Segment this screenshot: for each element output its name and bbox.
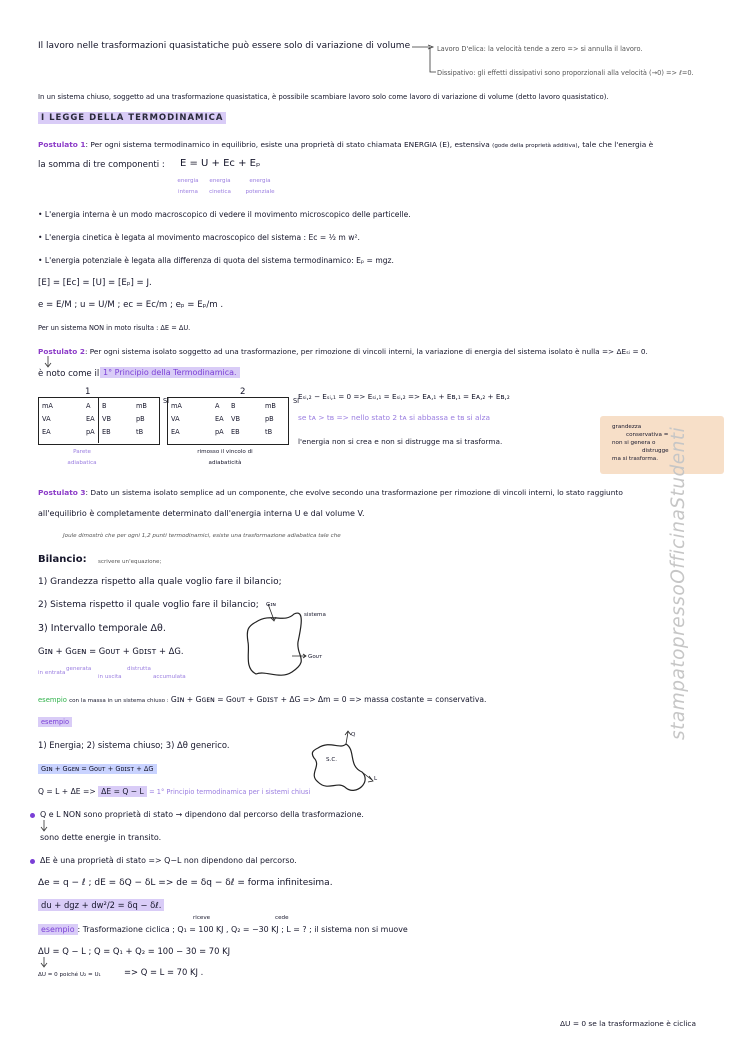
state-cell: B — [231, 402, 236, 410]
state-cell: pB — [265, 415, 274, 423]
cede-note: cede — [275, 915, 289, 921]
esempio-2-principle: = 1° Principio termodinamica per i sistemi chiusi — [149, 788, 311, 796]
state-cell: mB — [136, 402, 147, 410]
ann-accumulata: accumulata — [153, 674, 186, 680]
ql-line-3: ΔE è una proprietà di stato => Q−L non dipendono dal percorso. — [40, 856, 297, 865]
diagram-gout: Gᴏᴜᴛ — [308, 654, 323, 660]
postulato-1-line — [38, 139, 653, 152]
state-cell: tB — [265, 428, 273, 436]
ann-distrutta: distrutta — [127, 666, 151, 672]
esempio-3-result: => Q = L = 70 KJ . — [124, 967, 204, 977]
state-cell: VA — [171, 415, 180, 423]
temperature-note: se tᴀ > tʙ => nello stato 2 tᴀ si abbassa e tʙ si alza — [298, 413, 491, 422]
state-cell: VB — [231, 415, 241, 423]
bullet-text: L'energia interna è un modo macroscopico di vedere il movimento microscopico delle particelle. — [44, 210, 411, 219]
postulato-2-line — [38, 346, 648, 357]
postulato-1-label: Postulato 1 — [38, 140, 86, 149]
postulato-1-note: (gode della proprietà additiva) — [492, 143, 578, 149]
diagram-l: L — [374, 776, 378, 782]
state-cell: VB — [102, 415, 112, 423]
state-2-stub — [227, 397, 228, 398]
postulato-3-line-2: all'equilibrio è completamente determinato dall'energia interna U e dal volume V. — [38, 509, 365, 518]
scroll-line: conservativa = — [626, 432, 669, 438]
state-cell: EA — [42, 428, 51, 436]
postulato-1-line-2: la somma di tre componenti : — [38, 160, 165, 170]
state-cell: B — [102, 402, 107, 410]
state-cell: pB — [136, 415, 145, 423]
footer-note: ΔU = 0 se la trasformazione è ciclica — [560, 1019, 696, 1028]
system-diagram — [236, 598, 346, 688]
esempio-1-text: con la massa in un sistema chiuso : — [69, 698, 169, 704]
watermark: stampatopressoOfficinaStudenti — [668, 426, 689, 740]
state-cell: A — [215, 402, 220, 410]
ann-in-entrata: in entrata — [38, 670, 66, 676]
esempio-2-line-2 — [38, 764, 157, 775]
ann-energia-cinetica: energia cinetica — [209, 178, 231, 195]
state-2-label: 2 — [240, 387, 246, 397]
bullet-energia-interna: • L'energia interna è un modo macroscopico di vedere il movimento microscopico delle particelle. — [38, 210, 411, 219]
esempio-1-label: esempio — [38, 696, 67, 704]
ql-line-2: sono dette energie in transito. — [40, 833, 162, 842]
esempio-2-label-wrap — [38, 717, 72, 728]
diagram-sc: S.C. — [326, 757, 338, 763]
scroll-line: distrugge — [642, 448, 669, 454]
ann-in-uscita: in uscita — [98, 674, 122, 680]
esempio-2-line-1: 1) Energia; 2) sistema chiuso; 3) Δθ generico. — [38, 740, 230, 750]
state-cell: EA — [86, 415, 95, 423]
energy-balance-eq: Eₛᵢ,₂ − Eₛᵢ,₁ = 0 => Eₛᵢ,₁ = Eₛᵢ,₂ => Eᴀ,₁ + Eʙ,₁ = Eᴀ,₂ + Eʙ,₂ — [298, 392, 510, 401]
units-line: [E] = [Eᴄ] = [U] = [Eₚ] = J. — [38, 278, 152, 288]
intro-line-2: In un sistema chiuso, soggetto ad una trasformazione quasistatica, è possibile scambiare lavoro solo come lavoro di variazione di volume (detto lavoro quasistatico). — [38, 93, 609, 101]
rimosso-vincolo: rimosso il vincolo di adiabaticità — [197, 449, 253, 466]
esempio-1-line — [38, 694, 486, 707]
bilancio-item-2: 2) Sistema rispetto il quale voglio fare il bilancio; — [38, 600, 259, 610]
state-cell: tB — [136, 428, 144, 436]
intro-lavoro-elica: Lavoro D'elica: la velocità tende a zero => si annulla il lavoro. — [437, 45, 643, 53]
bilancio-sub: scrivere un'equazione; — [98, 559, 162, 565]
postulato-2-label: Postulato 2 — [38, 347, 85, 356]
first-principle-wrap — [100, 367, 240, 378]
ql-line-1: Q e L NON sono proprietà di stato → dipendono dal percorso della trasformazione. — [40, 810, 364, 819]
bilancio-item-1: 1) Grandezza rispetto alla quale voglio fare il bilancio; — [38, 577, 282, 587]
bullet-text: L'energia potenziale è legata alla differenza di quota del sistema termodinamico: Eₚ = mgz. — [44, 256, 394, 265]
postulato-3-text: : Dato un sistema isolato semplice ad un componente, che evolve secondo una trasformazione per rimozione di vincoli interni, lo stato raggiunto — [85, 488, 623, 497]
intro-line-1: Il lavoro nelle trasformazioni quasistatiche può essere solo di variazione di volume — [38, 41, 411, 51]
esempio-2-label: esempio — [38, 717, 72, 727]
state-cell: pA — [86, 428, 95, 436]
postulato-2-text: : Per ogni sistema isolato soggetto ad una trasformazione, per rimozione di vincoli interni, la variazione di energia del sistema isolato è nulla => ΔEₛᵢ = 0. — [84, 347, 648, 356]
esempio-3-line — [38, 924, 408, 935]
bullet-dot — [30, 813, 35, 818]
state-cell: mA — [42, 402, 53, 410]
postulato-1-text-c: , tale che l'energia è — [577, 140, 654, 149]
esempio-3-du-zero: ΔU = 0 poiché U₂ = U₁ — [38, 972, 101, 978]
diagram-gin: Gɪɴ — [266, 602, 276, 608]
scroll-text — [612, 423, 669, 463]
parete-adiabatica: Parete adiabatica — [67, 449, 97, 466]
postulato-2-noto: è noto come il — [38, 369, 100, 379]
state-cell: A — [86, 402, 91, 410]
state-1-label: 1 — [85, 387, 91, 397]
esempio-3-line-2: ΔU = Q − L ; Q = Q₁ + Q₂ = 100 − 30 = 70 KJ — [38, 946, 231, 956]
joule-note: Joule dimostrò che per ogni 1,2 punti termodinamici, esiste una trasformazione adiabatica tale che — [63, 533, 341, 539]
esempio-2-balance: Gɪɴ + Gɢᴇɴ = Gᴏᴜᴛ + Gᴅɪꜱᴛ + ΔG — [38, 764, 157, 774]
postulato-1-text: : Per ogni sistema termodinamico in equilibrio, esiste una proprietà di stato chiamata ENERGIA (E), estensiva — [85, 140, 490, 149]
section-title: I LEGGE DELLA TERMODINAMICA — [38, 112, 226, 124]
energy-formula: E = U + Eᴄ + Eₚ — [180, 158, 261, 169]
state-1-divider — [98, 397, 99, 443]
ql-line-5-wrap — [38, 900, 164, 911]
esempio-2-line-3 — [38, 786, 310, 798]
postulato-3-label: Postulato 3 — [38, 488, 86, 497]
ql-line-5: du + dgz + dw²/2 = δq − δℓ. — [38, 899, 164, 911]
state-cell: EA — [171, 428, 180, 436]
ann-energia-interna: energia interna — [177, 178, 199, 195]
closed-system-diagram — [300, 730, 390, 810]
bilancio-formula: Gɪɴ + Gɢᴇɴ = Gᴏᴜᴛ + Gᴅɪꜱᴛ + ΔG. — [38, 646, 184, 656]
esempio-2-q: Q = L + ΔE => — [38, 787, 96, 796]
scroll-line: non si genera o — [612, 440, 656, 446]
state-cell: EB — [231, 428, 240, 436]
state-cell: mA — [171, 402, 182, 410]
esempio-3-text: : Trasformazione ciclica ; Q₁ = 100 KJ , Q₂ = −30 KJ ; L = ? ; il sistema non si muove — [77, 925, 408, 934]
bullet-text: L'energia cinetica è legata al movimento macroscopico del sistema : Eᴄ = ½ m w². — [44, 233, 360, 242]
stationary-note: Per un sistema NON in moto risulta : ΔE = ΔU. — [38, 324, 191, 332]
state-cell: EB — [102, 428, 111, 436]
section-title-wrap — [38, 113, 226, 124]
bullet-dot — [30, 859, 35, 864]
scroll-line: grandezza — [612, 424, 642, 430]
bilancio-title: Bilancio: — [38, 554, 87, 565]
bullet-energia-cinetica: • L'energia cinetica è legata al movimento macroscopico del sistema : Eᴄ = ½ m w². — [38, 233, 360, 242]
state-cell: pA — [215, 428, 224, 436]
state-cell: mB — [265, 402, 276, 410]
conservation-note: l'energia non si crea e non si distrugge ma si trasforma. — [298, 437, 503, 446]
ann-generata: generata — [66, 666, 92, 672]
bilancio-item-3: 3) Intervallo temporale Δθ. — [38, 623, 166, 634]
diagram-sistema: sistema — [304, 612, 326, 618]
intro-dissipativo: Dissipativo: gli effetti dissipativi sono proporzionali alla velocità (→0) => ℓ=0. — [437, 69, 694, 77]
ql-line-4: Δe = q − ℓ ; dE = δQ − δL => de = δq − δℓ = forma infinitesima. — [38, 878, 333, 888]
diagram-q: Q — [351, 732, 356, 738]
esempio-3-label: esempio — [38, 924, 78, 935]
bullet-energia-potenziale: • L'energia potenziale è legata alla differenza di quota del sistema termodinamico: Eₚ = mgz. — [38, 256, 394, 265]
esempio-1-formula: Gɪɴ + Gɢᴇɴ = Gᴏᴜᴛ + Gᴅɪꜱᴛ + ΔG => Δm = 0 => massa costante = conservativa. — [170, 695, 487, 704]
riceve-note: riceve — [193, 915, 211, 921]
state-cell: EA — [215, 415, 224, 423]
state-1-si: SI — [163, 397, 170, 405]
scroll-line: ma si trasforma. — [612, 456, 658, 462]
state-2-si: SI — [293, 397, 300, 405]
esempio-2-de: ΔE = Q − L — [98, 786, 147, 797]
specific-energies: e = E/M ; u = U/M ; eᴄ = Eᴄ/m ; eₚ = Eₚ/m . — [38, 300, 224, 310]
postulato-3-line — [38, 487, 623, 498]
ann-energia-potenziale: energia potenziale — [245, 178, 275, 195]
state-cell: VA — [42, 415, 51, 423]
first-principle: 1° Principio della Termodinamica. — [100, 367, 240, 378]
